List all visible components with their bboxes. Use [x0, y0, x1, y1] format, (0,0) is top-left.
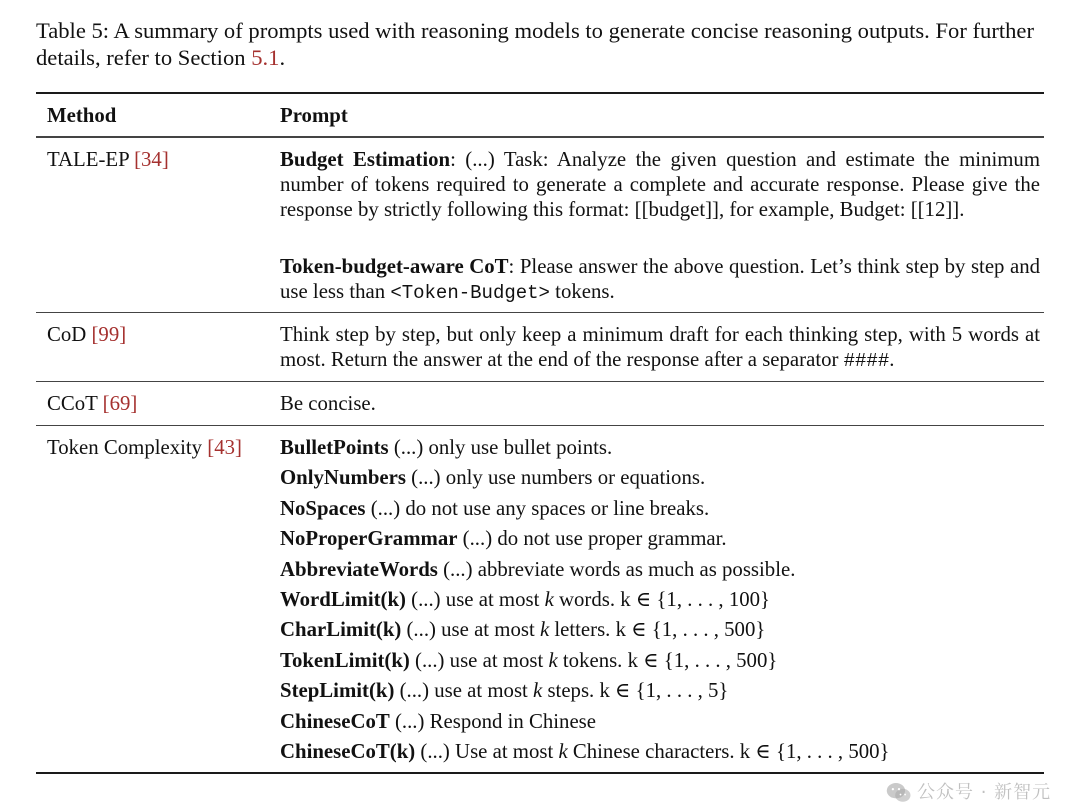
wechat-icon [886, 782, 912, 804]
list-item: ChineseCoT(k) (...) Use at most k Chinese characters. k ∈ {1, . . . , 500} [280, 739, 890, 763]
prompt-title: Budget Estimation [280, 148, 451, 171]
list-item: WordLimit(k) (...) use at most k words. k ∈ {1, . . . , 100} [280, 587, 770, 611]
caption-suffix: . [279, 45, 286, 70]
list-item: NoProperGrammar (...) do not use proper grammar. [280, 527, 727, 551]
top-rule [36, 92, 1044, 94]
row-rule [36, 312, 1044, 313]
row-rule [36, 381, 1044, 382]
math-range: k ∈ {1, . . . , 500} [627, 648, 778, 672]
list-item: BulletPoints (...) only use bullet points. [280, 436, 613, 459]
list-item: NoSpaces (...) do not use any spaces or line breaks. [280, 496, 710, 520]
code-separator: #### [843, 350, 890, 372]
list-item: StepLimit(k) (...) use at most k steps. k ∈ {1, . . . , 5} [280, 679, 729, 703]
list-item: TokenLimit(k) (...) use at most k tokens. k ∈ {1, . . . , 500} [280, 648, 778, 672]
math-range: k ∈ {1, . . . , 5} [599, 679, 729, 703]
list-item: AbbreviateWords (...) abbreviate words as much as possible. [280, 557, 796, 581]
prompt-title: Token-budget-aware CoT [280, 255, 509, 278]
math-range: k ∈ {1, . . . , 500} [739, 739, 890, 763]
code-token: <Token-Budget> [390, 282, 550, 304]
math-range: k ∈ {1, . . . , 100} [620, 587, 770, 611]
citation-link[interactable]: [43] [207, 436, 242, 459]
list-item: ChineseCoT (...) Respond in Chinese [280, 709, 596, 733]
prompt-token-budget-aware-cot: Token-budget-aware CoT: Please answer the above question. Let’s think step by step and use less than <Token-Budget> tokens. [280, 255, 1040, 304]
citation-link[interactable]: [69] [102, 392, 138, 415]
bottom-rule [36, 772, 1044, 774]
token-complexity-list [280, 435, 1040, 769]
method-token-complexity: Token Complexity [43] [47, 436, 242, 459]
citation-link[interactable]: [99] [91, 323, 127, 346]
citation-link[interactable]: [34] [134, 148, 169, 171]
watermark [886, 778, 1051, 804]
list-item: OnlyNumbers (...) only use numbers or equations. [280, 466, 706, 490]
header-method: Method [47, 104, 117, 127]
prompt-cod: Think step by step, but only keep a minimum draft for each thinking step, with 5 words at most. Return the answer at the end of the response after a separator ####. [280, 323, 1040, 372]
header-prompt: Prompt [280, 104, 348, 127]
section-link[interactable]: 5.1 [251, 45, 280, 70]
method-cod: CoD [99] [47, 323, 127, 346]
table-caption [36, 17, 1056, 71]
prompt-budget-estimation: Budget Estimation: (...) Task: Analyze the given question and estimate the minimum number of tokens required to generate a complete and accurate response. Please give the response by strictly following this format: [[budget]], for example, Budget: [[12]]. [280, 148, 1040, 221]
caption-text: Table 5: A summary of prompts used with reasoning models to generate concise reasoning outputs. For further details, refer to Section [36, 18, 1034, 70]
header-rule [36, 136, 1044, 138]
list-item: CharLimit(k) (...) use at most k letters. k ∈ {1, . . . , 500} [280, 618, 766, 642]
row-rule [36, 425, 1044, 426]
method-ccot: CCoT [69] [47, 392, 138, 415]
prompt-ccot: Be concise. [280, 392, 376, 415]
math-range: k ∈ {1, . . . , 500} [615, 618, 766, 642]
watermark-text: 公众号 · 新智元 [917, 782, 1052, 803]
method-tale-ep: TALE-EP [34] [47, 148, 169, 171]
